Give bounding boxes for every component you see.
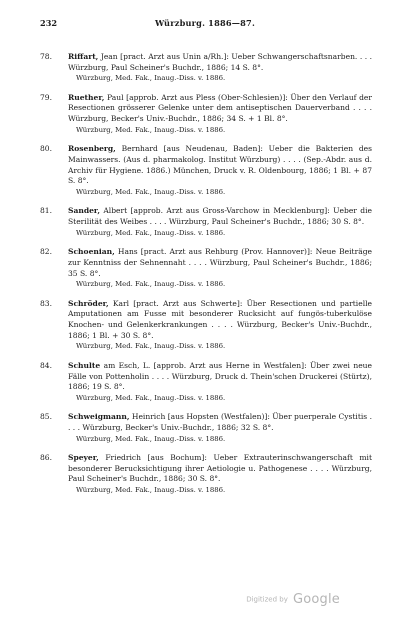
google-logo: Google xyxy=(292,592,340,607)
entry-number: 79. xyxy=(40,92,53,102)
entry-author: Riffart, xyxy=(68,52,99,61)
entry-footnote: Würzburg, Med. Fak., Inaug.-Diss. v. 1886. xyxy=(76,486,226,495)
entry-citation: Friedrich [aus Bochum]: Ueber Extrauterinschwangerschaft mit besonderer Berucksichtigung ihrer Aetiologie u. Pathogenese . . . . Würzburg, Paul Scheiner's Buchdr., 1886; 30 S. 8°. xyxy=(68,453,372,484)
entry-text xyxy=(68,247,372,279)
watermark-prefix: Digitized by xyxy=(246,595,288,604)
entry-text xyxy=(68,361,372,393)
entry-author: Ruether, xyxy=(68,92,105,102)
entry-text xyxy=(68,412,372,433)
entry-citation: Paul [approb. Arzt aus Pless (Ober-Schlesien)]: Über den Verlauf der Resectionen grösserer Gelenke unter dem antiseptischen Dauerverband . . . . Würzburg, Becker's Univ.-Buchdr., 1886; 34 S. + 1 Bl. 8°. xyxy=(68,92,372,124)
page-number: 232 xyxy=(40,18,58,28)
entry-citation: Heinrich [aus Hopsten (Westfalen)]: Über puerperale Cystitis . . . . Würzburg, Becker's Univ.-Buchdr., 1886; 32 S. 8°. xyxy=(68,412,372,432)
entry-number: 80. xyxy=(40,144,53,154)
entry-citation: Hans [pract. Arzt aus Rehburg (Prov. Hannover)]: Neue Beiträge zur Kenntniss der Sehnennaht . . . . Würzburg, Paul Scheiner's Buchdr., 1886; 35 S. 8°. xyxy=(68,247,372,278)
entry-text xyxy=(68,52,372,73)
entry-footnote: Würzburg, Med. Fak., Inaug.-Diss. v. 1886. xyxy=(76,187,226,196)
entry-citation: Bernhard [aus Neudenau, Baden]: Ueber die Bakterien des Mainwassers. (Aus d. pharmakolog. Institut Würzburg) . . . . (Sep.-Abdr. aus d. Archiv für Hygiene. 1886.) München, Druck v. R. Oldenbourg, 1886; 1 Bl. + 87 S. 8°. xyxy=(68,144,372,186)
entry-citation: Jean [pract. Arzt aus Unin a/Rh.]: Ueber Schwangerschaftsnarben. . . . Würzburg, Paul Scheiner's Buchdr., 1886; 14 S. 8°. xyxy=(68,52,372,72)
entry-citation: am Esch, L. [approb. Arzt aus Herne in Westfalen]: Über zwei neue Fälle von Pottenholin . . . . Würzburg, Druck d. Thein'schen Druckerei (Stürtz), 1886; 19 S. 8°. xyxy=(68,360,372,392)
bibliography-entry xyxy=(40,361,372,403)
entry-citation: Albert [approb. Arzt aus Gross-Varchow in Mecklenburg]: Ueber die Sterilität des Weibes . . . . Würzburg, Paul Scheiner's Buchdr., 1886; 30 S. 8°. xyxy=(68,206,372,227)
entry-author: Speyer, xyxy=(68,453,99,463)
entry-author: Schulte xyxy=(68,360,101,370)
bibliography-entry xyxy=(40,247,372,289)
bibliography-entry xyxy=(40,453,372,495)
entry-footnote: Würzburg, Med. Fak., Inaug.-Diss. v. 1886. xyxy=(76,228,226,237)
entry-number: 85. xyxy=(40,412,53,422)
google-watermark xyxy=(246,589,340,608)
entry-text xyxy=(68,206,372,227)
bibliography-entry xyxy=(40,52,372,83)
entry-number: 84. xyxy=(40,360,53,370)
entry-author: Schröder, xyxy=(68,298,109,308)
bibliography-entry xyxy=(40,93,372,135)
entry-number: 81. xyxy=(40,206,53,216)
entry-footnote: Würzburg, Med. Fak., Inaug.-Diss. v. 1886. xyxy=(76,125,226,134)
page-header xyxy=(40,18,370,30)
entry-footnote: Würzburg, Med. Fak., Inaug.-Diss. v. 1886. xyxy=(76,280,226,289)
entry-footnote: Würzburg, Med. Fak., Inaug.-Diss. v. 1886. xyxy=(76,393,226,402)
entry-number: 83. xyxy=(40,298,53,308)
entry-text xyxy=(68,144,372,186)
entry-author: Rosenberg, xyxy=(68,144,116,154)
bibliography-entry xyxy=(40,144,372,197)
entry-author: Schoenian, xyxy=(68,247,115,257)
entry-author: Schweigmann, xyxy=(68,412,130,422)
entry-text xyxy=(68,93,372,125)
bibliography-entry xyxy=(40,206,372,237)
bibliography-list xyxy=(40,52,372,505)
entry-footnote: Würzburg, Med. Fak., Inaug.-Diss. v. 1886. xyxy=(76,434,226,443)
running-title: Würzburg. 1886—87. xyxy=(154,18,255,28)
entry-number: 86. xyxy=(40,453,53,463)
entry-footnote: Würzburg, Med. Fak., Inaug.-Diss. v. 1886. xyxy=(76,74,226,83)
entry-text xyxy=(68,453,372,485)
entry-text xyxy=(68,299,372,341)
entry-citation: Karl [pract. Arzt aus Schwerte]: Über Resectionen und partielle Amputationen am Fusse mit besonderer Rucksicht auf fungös-tuberkulöse Knochen- und Gelenkerkrankungen . . . . Würzburg, Becker's Univ.-Buchdr., 1886; 1 Bl. + 30 S. 8°. xyxy=(68,298,372,340)
entry-number: 82. xyxy=(40,247,53,257)
entry-number: 78. xyxy=(40,52,53,61)
bibliography-entry xyxy=(40,299,372,352)
entry-footnote: Würzburg, Med. Fak., Inaug.-Diss. v. 1886. xyxy=(76,342,226,351)
entry-author: Sander, xyxy=(68,206,100,216)
bibliography-entry xyxy=(40,412,372,443)
